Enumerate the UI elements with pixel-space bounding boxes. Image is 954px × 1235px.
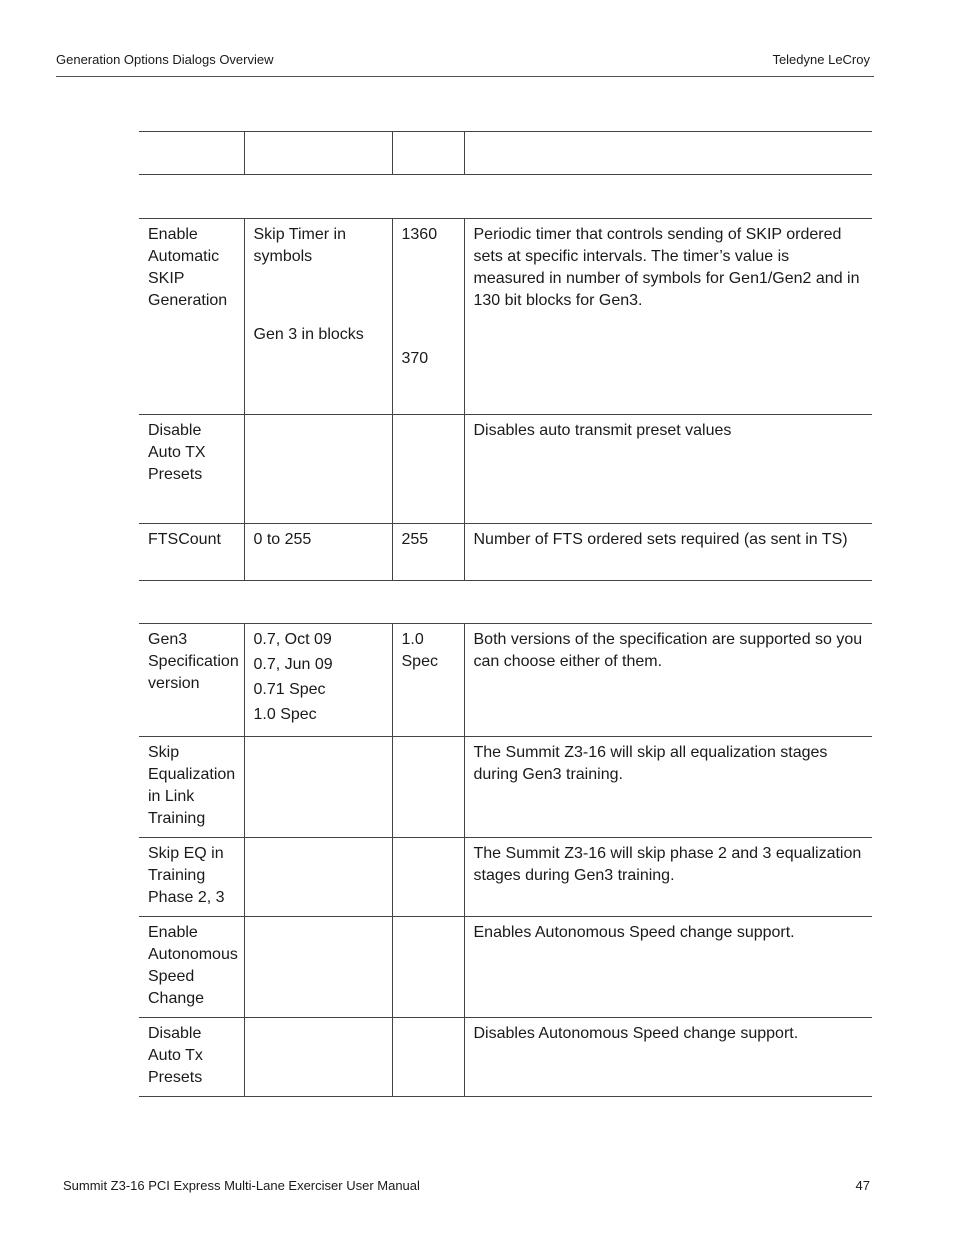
table-cell [244, 132, 392, 175]
table-row [139, 132, 872, 175]
table-cell [139, 132, 244, 175]
range-cell [244, 917, 392, 1018]
table-row [139, 524, 872, 581]
options-table-skip [139, 218, 872, 581]
table-row [139, 219, 872, 415]
default-cell [392, 917, 464, 1018]
description-cell: Periodic timer that controls sending of SKIP ordered sets at specific intervals. The timer’s value is measured in number of symbols for Gen1/Gen2 and in 130 bit blocks for Gen3. [464, 219, 872, 415]
option-name-cell: Disable Auto TX Presets [139, 415, 244, 524]
option-name-cell: Disable Auto Tx Presets [139, 1018, 244, 1097]
page-number: 47 [855, 1178, 870, 1193]
options-table-empty [139, 131, 872, 175]
running-header-brand: Teledyne LeCroy [772, 52, 870, 67]
range-value: 0.71 Spec [253, 681, 326, 698]
option-name-cell: Skip EQ in Training Phase 2, 3 [139, 838, 244, 917]
range-value: 0.7, Jun 09 [253, 656, 333, 673]
table-row [139, 624, 872, 737]
default-cell [392, 415, 464, 524]
default-value: 1360 [401, 226, 438, 243]
table-row [139, 737, 872, 838]
default-cell [392, 838, 464, 917]
running-header-title: Generation Options Dialogs Overview [56, 52, 274, 67]
range-value: 1.0 Spec [253, 706, 317, 723]
range-cell [244, 219, 392, 415]
range-cell [244, 1018, 392, 1097]
default-value: 370 [401, 350, 429, 367]
option-name-cell: FTSCount [139, 524, 244, 581]
table-cell [464, 132, 872, 175]
table-row [139, 415, 872, 524]
description-cell: Number of FTS ordered sets required (as sent in TS) [464, 524, 872, 581]
header-rule [56, 76, 874, 77]
range-cell [244, 838, 392, 917]
table-row [139, 917, 872, 1018]
table-row [139, 838, 872, 917]
description-cell: The Summit Z3-16 will skip all equalization stages during Gen3 training. [464, 737, 872, 838]
range-value: Gen 3 in blocks [253, 326, 364, 343]
default-cell [392, 219, 464, 415]
range-value: 0.7, Oct 09 [253, 631, 332, 648]
description-cell: The Summit Z3-16 will skip phase 2 and 3 equalization stages during Gen3 training. [464, 838, 872, 917]
default-cell: 255 [392, 524, 464, 581]
description-cell: Disables auto transmit preset values [464, 415, 872, 524]
range-cell [244, 415, 392, 524]
options-table-gen3 [139, 623, 872, 1097]
default-cell: 1.0 Spec [392, 624, 464, 737]
default-cell [392, 1018, 464, 1097]
range-cell [244, 624, 392, 737]
option-name-cell: Skip Equalization in Link Training [139, 737, 244, 838]
description-cell: Disables Autonomous Speed change support. [464, 1018, 872, 1097]
table-row [139, 1018, 872, 1097]
option-name-cell: Enable Automatic SKIP Generation [139, 219, 244, 415]
range-cell: 0 to 255 [244, 524, 392, 581]
description-cell: Both versions of the specification are supported so you can choose either of them. [464, 624, 872, 737]
option-name-cell: Gen3 Specification version [139, 624, 244, 737]
description-cell: Enables Autonomous Speed change support. [464, 917, 872, 1018]
table-cell [392, 132, 464, 175]
option-name-cell: Enable Autonomous Speed Change [139, 917, 244, 1018]
range-cell [244, 737, 392, 838]
footer-manual-title: Summit Z3-16 PCI Express Multi-Lane Exerciser User Manual [63, 1178, 420, 1193]
default-cell [392, 737, 464, 838]
range-value: Skip Timer in symbols [253, 226, 346, 265]
